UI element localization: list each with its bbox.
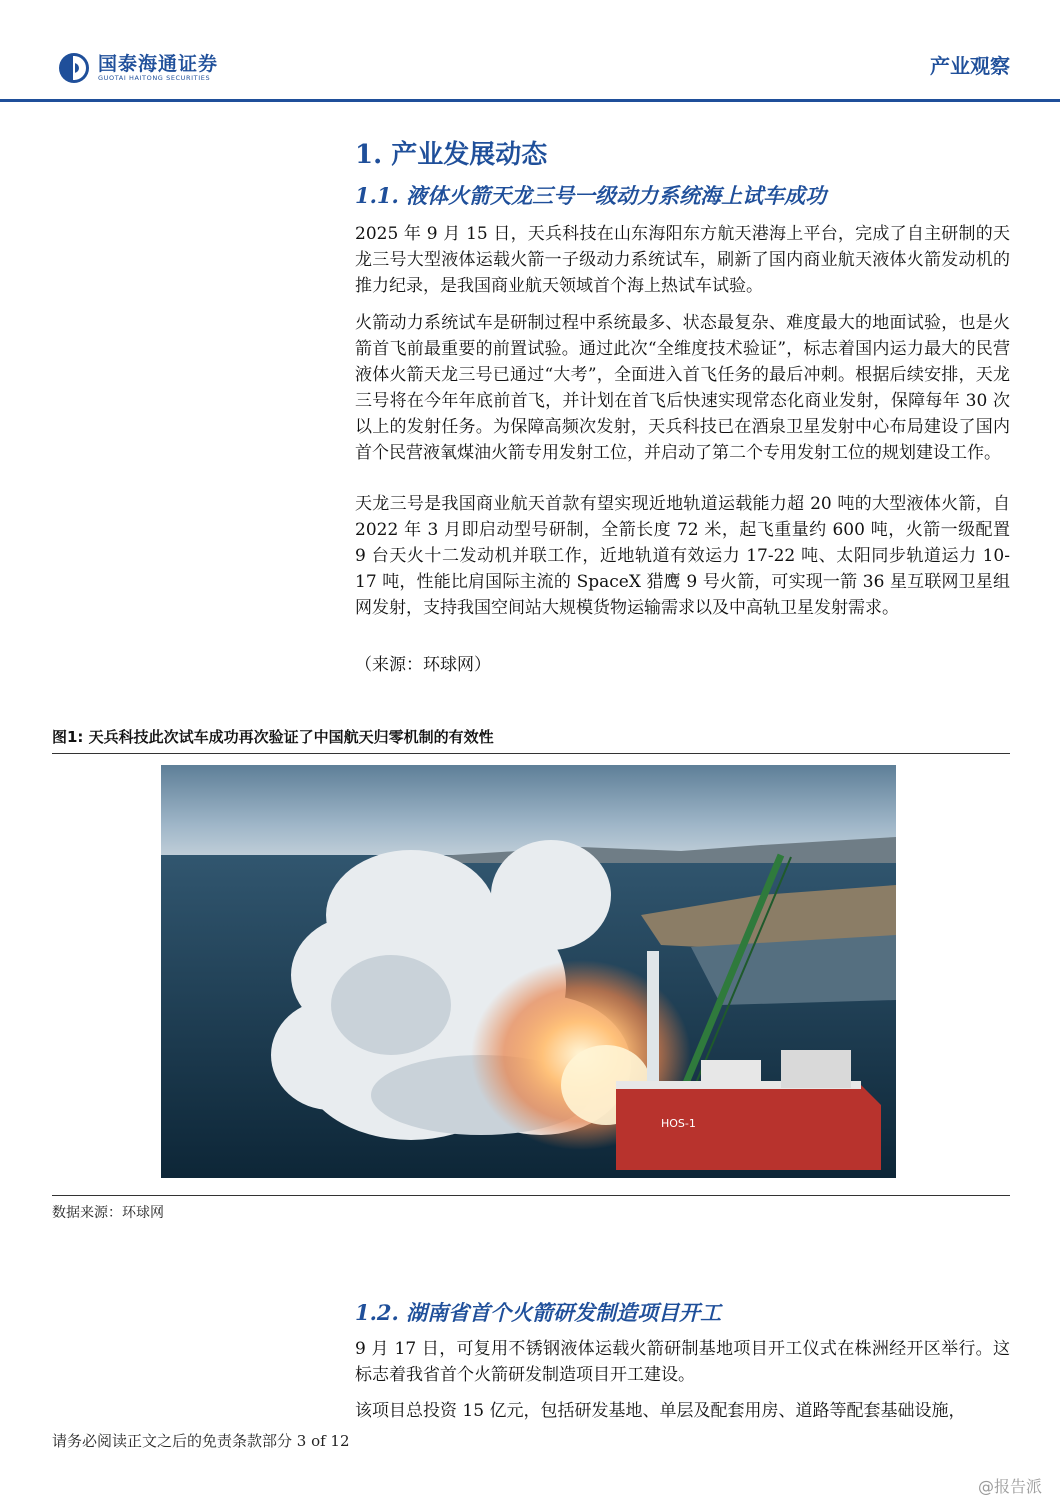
paragraph-3: 天龙三号是我国商业航天首款有望实现近地轨道运载能力超 20 吨的大型液体火箭，自 2022 年 3 月即启动型号研制，全箭长度 72 米，起飞重量约 600 吨，火箭一级配置 9 台天火十二发动机并联工作，近地轨道有效运力 17-22 吨、太阳同步轨道运力 10-17 吨，性能比肩国际主流的 SpaceX 猎鹰 9 号火箭，可实现一箭 36 星互联网卫星组网发射，支持我国空间站大规模货物运输需求以及中高轨卫星发射需求。 — [355, 494, 1010, 618]
subsection-title-1-1: 1.1. 液体火箭天龙三号一级动力系统海上试车成功 — [355, 183, 827, 208]
header-divider — [0, 99, 1060, 102]
paragraph-source: （来源：环球网） — [355, 655, 491, 675]
section-title: 1. 产业发展动态 — [355, 140, 548, 170]
rocket-test-photo — [161, 765, 896, 1178]
watermark: @报告派 — [977, 1477, 1042, 1496]
figure-source: 数据来源：环球网 — [52, 1205, 164, 1221]
platform-label: HOS-1 — [661, 1117, 696, 1130]
footer-disclaimer: 请务必阅读正文之后的免责条款部分 3 of 12 — [52, 1432, 350, 1450]
paragraph-4: 9 月 17 日，可复用不锈钢液体运载火箭研制基地项目开工仪式在株洲经开区举行。这标志着我省首个火箭研发制造项目开工建设。 — [355, 1339, 1010, 1385]
company-logo — [58, 52, 218, 84]
report-category: 产业观察 — [930, 54, 1010, 78]
subsection-title-1-2: 1.2. 湖南省首个火箭研发制造项目开工 — [355, 1300, 722, 1325]
paragraph-2: 火箭动力系统试车是研制过程中系统最多、状态最复杂、难度最大的地面试验，也是火箭首飞前最重要的前置试验。通过此次“全维度技术验证”，标志着国内运力最大的民营液体火箭天龙三号已通过“大考”，全面进入首飞任务的最后冲刺。根据后续安排，天龙三号将在今年年底前首飞，并计划在首飞后快速实现常态化商业发射，保障每年 30 次以上的发射任务。为保障高频次发射，天兵科技已在酒泉卫星发射中心布局建设了国内首个民营液氧煤油火箭专用发射工位，并启动了第二个专用发射工位的规划建设工作。 — [355, 313, 1010, 463]
page-header — [0, 0, 1060, 102]
figure-bottom-rule — [52, 1195, 1010, 1196]
logo-text: 国泰海通证券 — [98, 52, 219, 75]
paragraph-5: 该项目总投资 15 亿元，包括研发基地、单层及配套用房、道路等配套基础设施， — [355, 1401, 966, 1421]
logo-mark-icon — [58, 52, 90, 84]
logo-subtext: GUOTAI HAITONG SECURITIES — [98, 73, 211, 82]
paragraph-1: 2025 年 9 月 15 日，天兵科技在山东海阳东方航天港海上平台，完成了自主研制的天龙三号大型液体运载火箭一子级动力系统试车，刷新了国内商业航天液体火箭发动机的推力纪录，是我国商业航天领域首个海上热试车试验。 — [355, 224, 1010, 296]
figure-top-rule — [52, 753, 1010, 754]
figure-title: 图1: 天兵科技此次试车成功再次验证了中国航天归零机制的有效性 — [52, 728, 494, 746]
